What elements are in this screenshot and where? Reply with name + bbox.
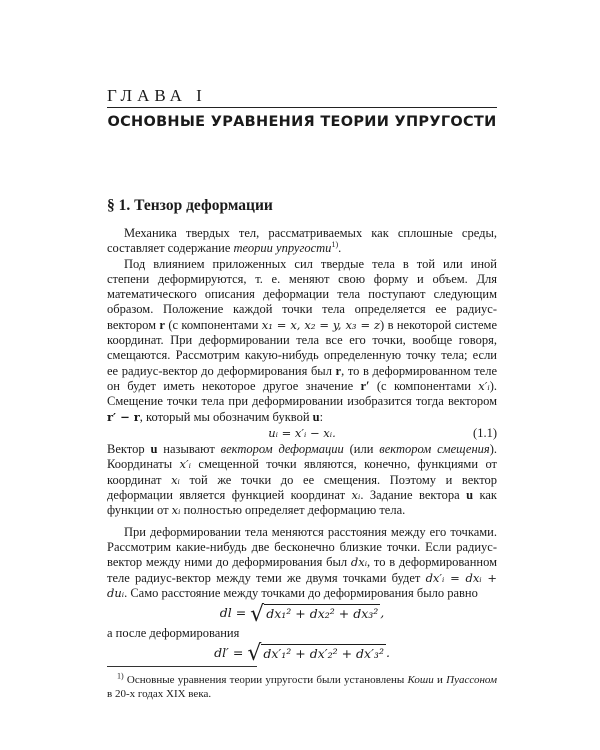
paragraph-intro: Механика твердых тел, рассматриваемых как сплошные среды, составляет содержание теории упругости$^{1)}$. bbox=[107, 226, 497, 256]
footnote-mark: 1) bbox=[117, 671, 124, 681]
equation-dl-radicand: dx₁² + dx₂² + dx₃² bbox=[266, 606, 379, 622]
section-title: § 1. Тензор деформации bbox=[107, 197, 273, 214]
term-displacement-vector: вектором смещения bbox=[379, 442, 490, 457]
math-dxi: dxᵢ bbox=[350, 555, 368, 570]
math-dxi-prime-relation: dx′ᵢ = dxᵢ + duᵢ bbox=[107, 570, 497, 600]
vector-r: r bbox=[335, 363, 342, 378]
term-elasticity-theory: теории упругости bbox=[233, 241, 332, 256]
math-xi-prime: x′ᵢ bbox=[478, 378, 490, 393]
vector-r-prime: r′ bbox=[360, 378, 370, 393]
footnote-ref: 1) bbox=[331, 240, 339, 250]
equation-1-1 bbox=[107, 426, 497, 441]
math-xi: xᵢ bbox=[351, 488, 361, 503]
vector-u: u bbox=[150, 442, 158, 457]
vector-u: u bbox=[466, 488, 474, 503]
footnote: $^{1)}$ Основные уравнения теории упругости были установлены Коши и Пуассоном в 20-х годах XIX века. bbox=[107, 671, 497, 700]
math-xi: xᵢ bbox=[171, 503, 181, 518]
sqrt-symbol: √ dx′₁² + dx′₂² + dx′₃² bbox=[247, 641, 384, 667]
paragraph-displacement: Вектор u называют вектором деформации (или вектором смещения). Координаты x′ᵢ смещенной точки являются, конечно, функциями от координат xᵢ той же точки до ее смещения. Поэтому и вектор деформации является функцией координат xᵢ. Задание вектора u как функции от xᵢ полностью определяет деформацию тела. bbox=[107, 442, 498, 518]
term-deformation-vector: вектором деформации bbox=[220, 442, 344, 457]
equation-dl-prime-lhs: dl′ = bbox=[214, 644, 244, 660]
equation-1-1-formula: uᵢ = x′ᵢ − xᵢ. bbox=[268, 425, 336, 440]
paragraph-deformation: Под влиянием приложенных сил твердые тела в той или иной степени деформируются, т. е. меняют свою форму и объем. Для математического описания деформации тела поступают следующим образом. Положение каждой точки тела определяется ее радиус-вектором r (с компонентами x₁ = x, x₂ = y, x₃ = z) в некоторой системе координат. При деформировании тела все его точки, вообще говоря, смещаются. Рассмотрим какую-нибудь определенную точку тела; если ее радиус-вектор до деформирования был r, то в деформированном теле он будет иметь некоторое другое значение r′ (с компонентами x′ᵢ). Смещение точки тела при деформировании изобразится тогда вектором r′ − r, который мы обозначим буквой u: bbox=[107, 256, 498, 424]
equation-dl-prime-radicand: dx′₁² + dx′₂² + dx′₃² bbox=[263, 646, 384, 662]
equation-number: (1.1) bbox=[473, 425, 497, 440]
name-poisson: Пуассоном bbox=[446, 674, 497, 686]
vector-r: r bbox=[159, 317, 165, 332]
chapter-rule bbox=[107, 107, 497, 108]
footnote-rule bbox=[107, 666, 257, 667]
paragraph-distances: При деформировании тела меняются расстояния между его точками. Рассмотрим какие-нибудь две бесконечно близкие точки. Если радиус-вектор между ними до деформирования был dxᵢ, то в деформированном теле радиус-вектор между теми же двумя точками будет dx′ᵢ = dxᵢ + duᵢ. Само расстояние между точками до деформирования было равно bbox=[107, 524, 498, 600]
equation-dl-lhs: dl = bbox=[219, 605, 247, 621]
components-formula: x₁ = x, x₂ = y, x₃ = z bbox=[261, 317, 381, 332]
math-xi: xᵢ bbox=[171, 472, 180, 487]
body-text bbox=[107, 218, 497, 666]
chapter-label: ГЛАВА I bbox=[107, 86, 207, 105]
sqrt-symbol: √ dx₁² + dx₂² + dx₃² bbox=[250, 601, 379, 627]
name-cauchy: Коши bbox=[407, 674, 434, 686]
vector-difference: r′ − r bbox=[107, 409, 140, 424]
paragraph-after: а после деформирования bbox=[107, 625, 240, 640]
chapter-title: ОСНОВНЫЕ УРАВНЕНИЯ ТЕОРИИ УПРУГОСТИ bbox=[107, 114, 497, 130]
equation-dl: dl = √ dx₁² + dx₂² + dx₃² , bbox=[219, 601, 385, 627]
vector-u: u bbox=[312, 409, 320, 424]
equation-dl-prime: dl′ = √ dx′₁² + dx′₂² + dx′₃² . bbox=[214, 641, 390, 667]
math-xi-prime: x′ᵢ bbox=[179, 457, 191, 472]
